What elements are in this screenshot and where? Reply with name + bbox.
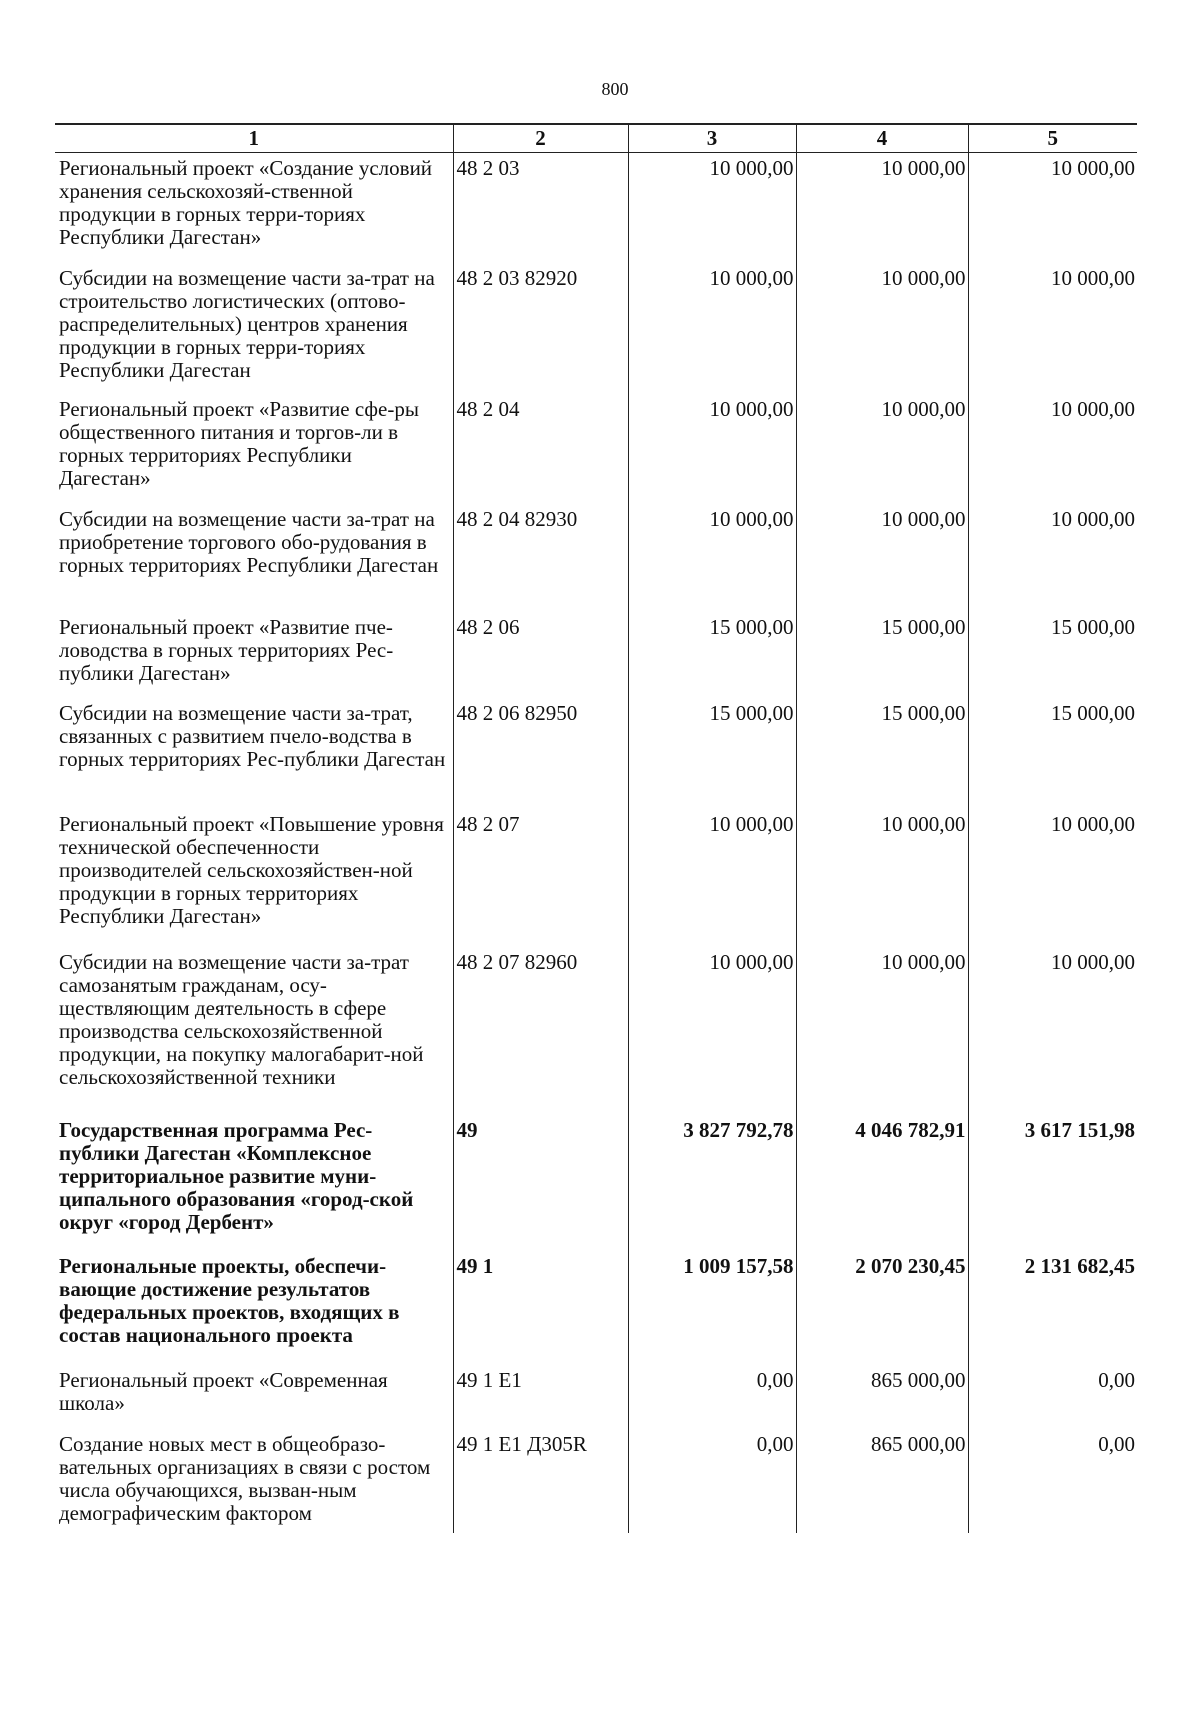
row-code: 48 2 04 (453, 394, 628, 504)
table-row (55, 612, 1137, 698)
row-value-col5: 10 000,00 (968, 394, 1137, 504)
row-value-col5: 0,00 (968, 1365, 1137, 1429)
row-description: Региональный проект «Создание условий хранения сельскохозяй-ственной продукции в горных терри-ториях Республики Дагестан» (59, 156, 433, 249)
row-value-col3: 15 000,00 (628, 698, 796, 809)
row-value-col5: 15 000,00 (968, 698, 1137, 809)
row-value-col5: 10 000,00 (968, 504, 1137, 612)
row-description: Создание новых мест в общеобразо-вательных организациях в связи с ростом числа обучающихся, вызван-ным демографическим фактором (59, 1431, 431, 1525)
table-row (55, 698, 1137, 809)
row-code: 49 1 E1 Д305R (453, 1429, 628, 1533)
table-row (55, 1365, 1137, 1429)
row-code: 48 2 03 (453, 153, 628, 263)
page-number: 800 (601, 79, 629, 99)
table-row (55, 263, 1137, 394)
row-value-col3: 10 000,00 (628, 947, 796, 1115)
row-value-col4: 865 000,00 (796, 1429, 968, 1533)
row-description: Региональный проект «Развитие пче-ловодства в горных территориях Рес-публики Дагестан» (59, 614, 394, 685)
row-description: Региональный проект «Развитие сфе-ры общественного питания и торгов-ли в горных территориях Республики Дагестан» (59, 396, 419, 490)
row-value-col3: 10 000,00 (628, 809, 796, 947)
row-value-col4: 10 000,00 (796, 153, 968, 263)
row-value-col4: 865 000,00 (796, 1365, 968, 1429)
row-description: Региональные проекты, обеспечи-вающие достижение результатов федеральных проектов, входящих в состав национального проекта (59, 1253, 400, 1347)
row-value-col5: 2 131 682,45 (968, 1251, 1137, 1365)
row-code: 48 2 07 82960 (453, 947, 628, 1115)
row-value-col3: 1 009 157,58 (628, 1251, 796, 1365)
column-header-3: 3 (628, 124, 796, 153)
row-description: Субсидии на возмещение части за-трат самозанятым гражданам, осу-ществляющим деятельность в сфере производства сельскохозяйственной продукции, на покупку малогабарит-ной сельскохозяйственной техники (59, 949, 424, 1089)
column-header-4: 4 (796, 124, 968, 153)
row-code: 49 (453, 1115, 628, 1251)
row-value-col4: 2 070 230,45 (796, 1251, 968, 1365)
row-value-col4: 10 000,00 (796, 263, 968, 394)
column-header-1: 1 (55, 124, 453, 153)
row-code: 48 2 07 (453, 809, 628, 947)
row-code: 48 2 03 82920 (453, 263, 628, 394)
table-row (55, 394, 1137, 504)
row-description: Субсидии на возмещение части за-трат на приобретение торгового обо-рудования в горных территориях Республики Дагестан (59, 506, 439, 577)
row-value-col5: 0,00 (968, 1429, 1137, 1533)
row-value-col4: 10 000,00 (796, 394, 968, 504)
table-row (55, 1429, 1137, 1533)
row-value-col5: 3 617 151,98 (968, 1115, 1137, 1251)
row-code: 48 2 06 82950 (453, 698, 628, 809)
table-row (55, 1251, 1137, 1365)
row-value-col5: 10 000,00 (968, 809, 1137, 947)
row-code: 49 1 (453, 1251, 628, 1365)
table-row (55, 153, 1137, 263)
row-code: 49 1 E1 (453, 1365, 628, 1429)
row-value-col4: 10 000,00 (796, 504, 968, 612)
row-value-col5: 10 000,00 (968, 153, 1137, 263)
row-code: 48 2 06 (453, 612, 628, 698)
table-row (55, 1115, 1137, 1251)
table-row (55, 504, 1137, 612)
row-value-col4: 4 046 782,91 (796, 1115, 968, 1251)
row-description: Государственная программа Рес-публики Дагестан «Комплексное территориальное развитие муни-ципального образования «город-ской округ «город Дербент» (59, 1117, 414, 1234)
table-header-row (55, 124, 1137, 153)
row-value-col5: 10 000,00 (968, 263, 1137, 394)
row-value-col3: 3 827 792,78 (628, 1115, 796, 1251)
row-value-col4: 10 000,00 (796, 947, 968, 1115)
row-value-col3: 10 000,00 (628, 153, 796, 263)
table-row (55, 947, 1137, 1115)
row-value-col3: 15 000,00 (628, 612, 796, 698)
row-value-col5: 15 000,00 (968, 612, 1137, 698)
row-code: 48 2 04 82930 (453, 504, 628, 612)
row-description: Региональный проект «Современная школа» (59, 1367, 388, 1415)
row-value-col3: 10 000,00 (628, 263, 796, 394)
row-value-col3: 10 000,00 (628, 504, 796, 612)
table-row (55, 809, 1137, 947)
row-description: Субсидии на возмещение части за-трат на строительство логистических (оптово-распределительных) центров хранения продукции в горных терри-ториях Республики Дагестан (59, 265, 435, 382)
column-header-2: 2 (453, 124, 628, 153)
row-value-col3: 10 000,00 (628, 394, 796, 504)
row-description: Региональный проект «Повышение уровня технической обеспеченности производителей сельскохозяйствен-ной продукции в горных территориях Республики Дагестан» (59, 811, 444, 928)
table-body (55, 153, 1137, 1533)
row-value-col4: 15 000,00 (796, 698, 968, 809)
column-header-5: 5 (968, 124, 1137, 153)
row-value-col5: 10 000,00 (968, 947, 1137, 1115)
budget-table (55, 123, 1137, 1533)
row-value-col3: 0,00 (628, 1365, 796, 1429)
row-value-col3: 0,00 (628, 1429, 796, 1533)
row-description: Субсидии на возмещение части за-трат, связанных с развитием пчело-водства в горных территориях Рес-публики Дагестан (59, 700, 446, 771)
row-value-col4: 15 000,00 (796, 612, 968, 698)
row-value-col4: 10 000,00 (796, 809, 968, 947)
